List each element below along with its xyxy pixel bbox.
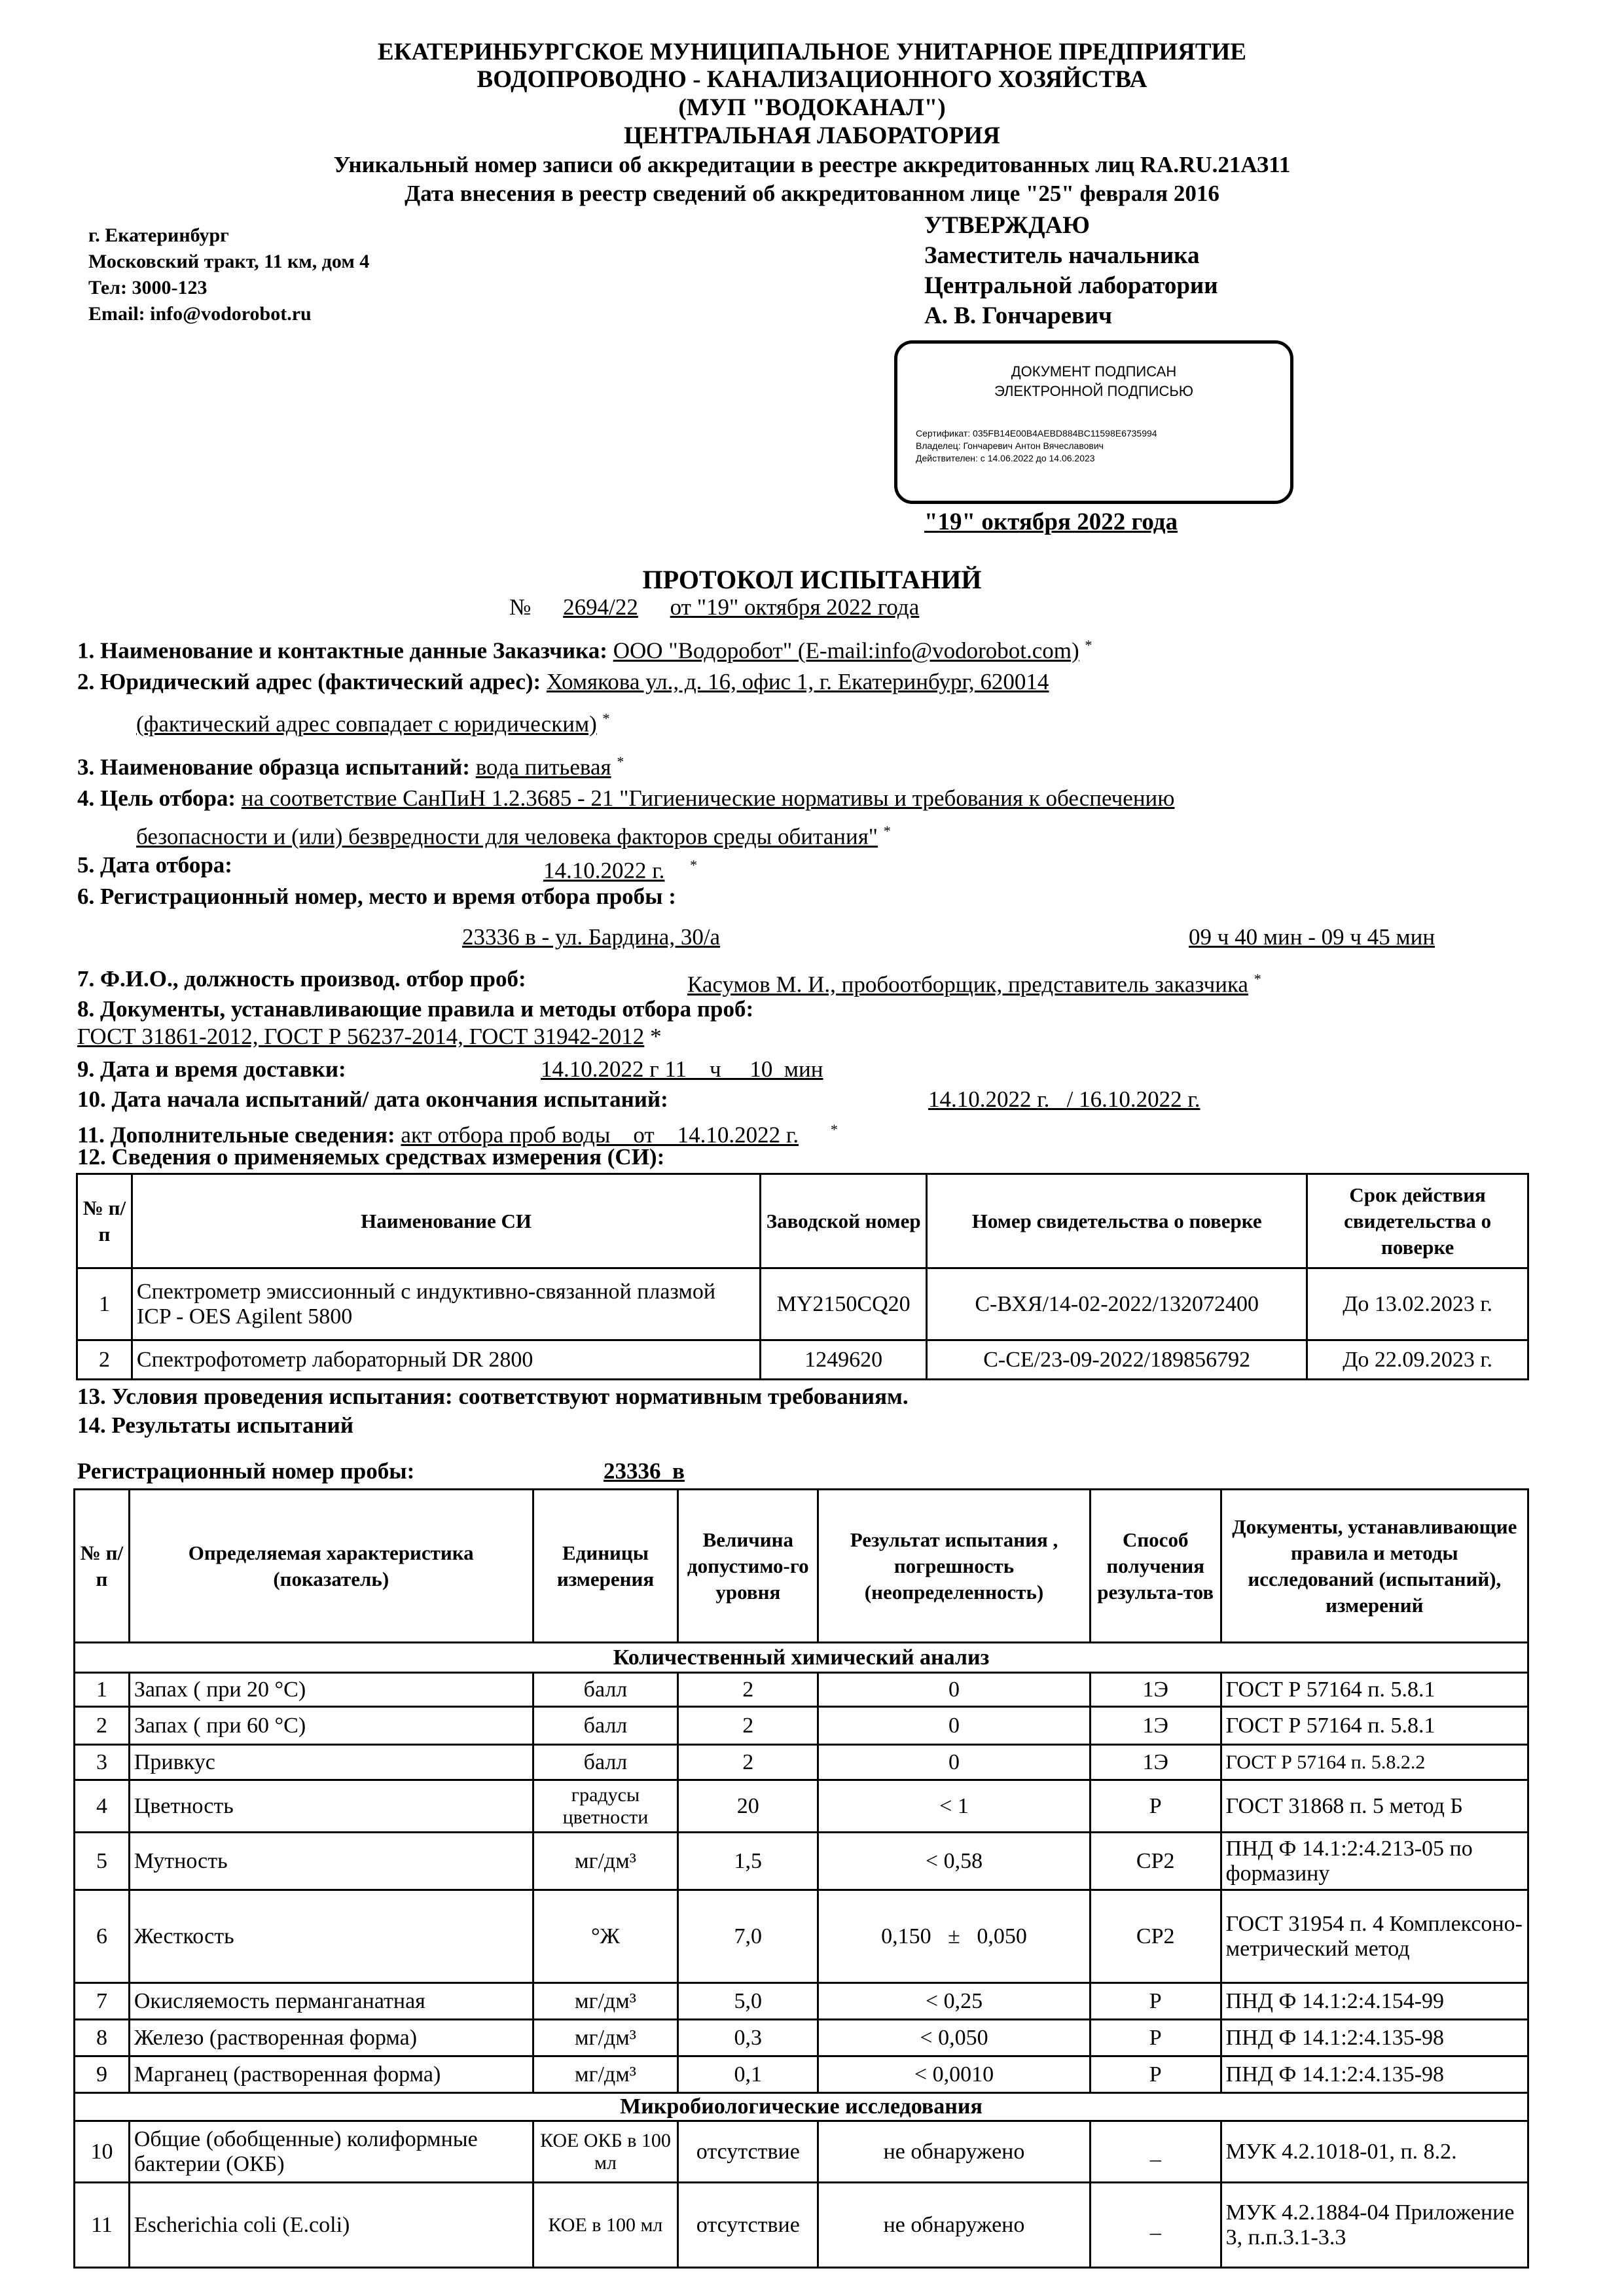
result-cell: Железо (растворенная форма): [129, 2020, 533, 2056]
org-name-line3: (МУП "ВОДОКАНАЛ"): [678, 94, 946, 121]
result-cell: Запах ( при 20 °С): [129, 1673, 533, 1707]
result-cell: мг/дм³: [533, 2056, 678, 2093]
result-cell: ПНД Ф 14.1:2:4.213-05 по формазину: [1221, 1833, 1528, 1890]
si-cell: 2: [77, 1340, 132, 1380]
si-header-cert: Номер свидетельства о поверке: [927, 1174, 1307, 1268]
si-header-num: № п/п: [77, 1174, 132, 1268]
item-10: [77, 1085, 668, 1114]
table-row: [75, 1673, 1528, 1707]
section-row: [75, 1643, 1528, 1673]
result-cell: 0,150 ± 0,050: [818, 1890, 1091, 1983]
registration-number-line: [77, 1457, 414, 1486]
approval-date: "19" октября 2022 года: [924, 509, 1178, 535]
item-4-value: на соответствие СанПиН 1.2.3685 - 21 "Гигиенические нормативы и требования к обеспечению: [241, 785, 1175, 811]
result-cell: < 1: [818, 1780, 1091, 1833]
result-cell: < 0,58: [818, 1833, 1091, 1890]
item-7-value: Касумов М. И., пробоотборщик, представитель заказчика: [687, 971, 1248, 997]
result-cell: 7: [75, 1983, 130, 2020]
approval-block: [924, 211, 1218, 331]
item-8: [77, 995, 753, 1024]
item-1-value: ООО "Водоробот" (E-mail:info@vodorobot.com): [613, 637, 1079, 664]
result-cell: Привкус: [129, 1745, 533, 1780]
table-row: [75, 2183, 1528, 2268]
result-cell: балл: [533, 1707, 678, 1745]
item-11-label: 11. Дополнительные сведения:: [77, 1122, 395, 1148]
result-cell: Жесткость: [129, 1890, 533, 1983]
item-2: [77, 668, 1049, 696]
result-cell: < 0,25: [818, 1983, 1091, 2020]
item-3: [77, 747, 624, 782]
approval-position-2: Центральной лаборатории: [924, 272, 1218, 299]
result-cell: отсутствие: [678, 2183, 818, 2268]
result-cell: Escherichia coli (E.coli): [129, 2183, 533, 2268]
footnote-star: *: [650, 1024, 662, 1049]
result-cell: 0: [818, 1673, 1091, 1707]
result-cell: СР2: [1090, 1833, 1221, 1890]
item-6-time-value: 09 ч 40 мин - 09 ч 45 мин: [1189, 924, 1435, 950]
result-cell: °Ж: [533, 1890, 678, 1983]
result-cell: 3: [75, 1745, 130, 1780]
results-header-limit: Величина допустимо-го уровня: [678, 1490, 818, 1643]
si-header-validity: Срок действия свидетельства о поверке: [1307, 1174, 1528, 1268]
item-1: [77, 631, 1092, 666]
table-row: [77, 1340, 1528, 1380]
result-cell: 10: [75, 2121, 130, 2183]
org-name-line1: ЕКАТЕРИНБУРГСКОЕ МУНИЦИПАЛЬНОЕ УНИТАРНОЕ ПРЕДПРИЯТИЕ: [378, 39, 1246, 65]
item-7-value-wrap: [687, 965, 1261, 999]
si-cell: Спектрометр эмиссионный с индуктивно-связанной плазмой ICP - OES Agilent 5800: [132, 1268, 760, 1340]
results-header-units: Единицы измерения: [533, 1490, 678, 1643]
footnote-star: *: [617, 753, 624, 770]
result-cell: Мутность: [129, 1833, 533, 1890]
item-7: [77, 965, 526, 994]
item-5-value-wrap: [543, 851, 697, 886]
protocol-title: ПРОТОКОЛ ИСПЫТАНИЙ: [642, 565, 982, 594]
result-cell: 7,0: [678, 1890, 818, 1983]
item-12-label: 12. Сведения о применяемых средствах измерения (СИ):: [77, 1144, 665, 1170]
result-cell: 2: [75, 1707, 130, 1745]
footnote-star: *: [830, 1121, 838, 1138]
registration-number-label: Регистрационный номер пробы:: [77, 1458, 415, 1484]
result-cell: ПНД Ф 14.1:2:4.135-98: [1221, 2020, 1528, 2056]
contact-address: Московский тракт, 11 км, дом 4: [88, 251, 370, 272]
result-cell: мг/дм³: [533, 1983, 678, 2020]
result-cell: ПНД Ф 14.1:2:4.154-99: [1221, 1983, 1528, 2020]
result-cell: 0: [818, 1707, 1091, 1745]
result-cell: 11: [75, 2183, 130, 2268]
result-cell: 1Э: [1090, 1707, 1221, 1745]
si-cell: 1: [77, 1268, 132, 1340]
contact-email: Email: info@vodorobot.ru: [88, 303, 312, 325]
si-header-name: Наименование СИ: [132, 1174, 760, 1268]
result-cell: КОЕ в 100 мл: [533, 2183, 678, 2268]
item-5-label: 5. Дата отбора:: [77, 852, 232, 878]
result-cell: не обнаружено: [818, 2121, 1091, 2183]
lab-name: ЦЕНТРАЛЬНАЯ ЛАБОРАТОРИЯ: [624, 122, 1000, 149]
result-cell: 2: [678, 1745, 818, 1780]
result-cell: мг/дм³: [533, 1833, 678, 1890]
si-cell: 1249620: [761, 1340, 927, 1380]
item-4-label: 4. Цель отбора:: [77, 785, 236, 811]
protocol-number-line: [509, 594, 919, 620]
result-cell: балл: [533, 1673, 678, 1707]
item-10-value: 14.10.2022 г. / 16.10.2022 г.: [928, 1086, 1200, 1112]
stamp-owner: Владелец: Гончаревич Антон Вячеславович: [916, 440, 1104, 451]
table-row: [75, 2121, 1528, 2183]
results-header-num: № п/п: [75, 1490, 130, 1643]
result-cell: 0,3: [678, 2020, 818, 2056]
approval-position-1: Заместитель начальника: [924, 242, 1200, 269]
item-8-label: 8. Документы, устанавливающие правила и методы отбора проб:: [77, 996, 754, 1022]
result-cell: МУК 4.2.1884-04 Приложение 3, п.п.3.1-3.3: [1221, 2183, 1528, 2268]
result-cell: Запах ( при 60 °С): [129, 1707, 533, 1745]
result-cell: Цветность: [129, 1780, 533, 1833]
result-cell: Р: [1090, 2020, 1221, 2056]
registration-number-value: 23336 в: [604, 1458, 685, 1484]
si-cell: До 13.02.2023 г.: [1307, 1268, 1528, 1340]
result-cell: отсутствие: [678, 2121, 818, 2183]
result-cell: Марганец (растворенная форма): [129, 2056, 533, 2093]
item-8-value-wrap: [77, 1022, 662, 1051]
result-cell: < 0,050: [818, 2020, 1091, 2056]
result-cell: _: [1090, 2183, 1221, 2268]
item-14: 14. Результаты испытаний: [77, 1412, 354, 1438]
stamp-line-1: ДОКУМЕНТ ПОДПИСАН: [1011, 363, 1177, 380]
result-cell: _: [1090, 2121, 1221, 2183]
contact-phone: Тел: 3000-123: [88, 277, 208, 298]
si-cell: До 22.09.2023 г.: [1307, 1340, 1528, 1380]
item-6-value: 23336 в - ул. Бардина, 30/а: [462, 924, 721, 950]
section-quantitative-analysis: Количественный химический анализ: [75, 1643, 1528, 1673]
item-6: [77, 882, 676, 911]
electronic-signature-stamp: [894, 340, 1293, 504]
table-row: [75, 1745, 1528, 1780]
table-row: [75, 2056, 1528, 2093]
result-cell: ГОСТ 31954 п. 4 Комплексоно-метрический метод: [1221, 1890, 1528, 1983]
item-2-value: Хомякова ул., д. 16, офис 1, г. Екатеринбург, 620014: [546, 669, 1049, 694]
table-row: [75, 2020, 1528, 2056]
protocol-number-label: №: [509, 594, 532, 620]
result-cell: Окисляемость перманганатная: [129, 1983, 533, 2020]
result-cell: 9: [75, 2056, 130, 2093]
contact-block: [88, 223, 369, 327]
stamp-line-2: ЭЛЕКТРОННОЙ ПОДПИСЬЮ: [994, 383, 1194, 399]
test-results-table: [73, 1488, 1529, 2269]
item-9-value: 14.10.2022 г 11 ч 10 мин: [541, 1056, 823, 1082]
result-cell: 0,1: [678, 2056, 818, 2093]
result-cell: < 0,0010: [818, 2056, 1091, 2093]
item-11-value: акт отбора проб воды от 14.10.2022 г.: [401, 1122, 799, 1148]
accreditation-number: Уникальный номер записи об аккредитации в реестре аккредитованных лиц RA.RU.21АЗ11: [333, 152, 1291, 177]
item-13: 13. Условия проведения испытания: соответствуют нормативным требованиям.: [77, 1384, 909, 1409]
result-cell: 2: [678, 1707, 818, 1745]
item-4: [77, 784, 1174, 813]
result-cell: 8: [75, 2020, 130, 2056]
measuring-instruments-table: [76, 1173, 1529, 1380]
result-cell: 1: [75, 1673, 130, 1707]
item-3-label: 3. Наименование образца испытаний:: [77, 754, 470, 780]
result-cell: 5: [75, 1833, 130, 1890]
stamp-certificate: Сертификат: 035FB14E00B4AEBD884BC11598E6735994: [916, 428, 1157, 439]
result-cell: градусы цветности: [533, 1780, 678, 1833]
result-cell: 2: [678, 1673, 818, 1707]
result-cell: ГОСТ Р 57164 п. 5.8.1: [1221, 1673, 1528, 1707]
results-header-method: Способ получения результа-тов: [1090, 1490, 1221, 1643]
item-6-place: [462, 923, 720, 952]
table-row: [75, 1983, 1528, 2020]
approval-signer: А. В. Гончаревич: [924, 302, 1113, 329]
result-cell: ПНД Ф 14.1:2:4.135-98: [1221, 2056, 1528, 2093]
org-name-line2: ВОДОПРОВОДНО - КАНАЛИЗАЦИОННОГО ХОЗЯЙСТВА: [477, 66, 1147, 93]
result-cell: 1Э: [1090, 1673, 1221, 1707]
result-cell: мг/дм³: [533, 2020, 678, 2056]
table-row: [75, 1833, 1528, 1890]
si-header-serial: Заводской номер: [761, 1174, 927, 1268]
stamp-validity: Действителен: с 14.06.2022 до 14.06.2023: [916, 453, 1095, 463]
result-cell: Р: [1090, 2056, 1221, 2093]
item-4-cont: [136, 817, 891, 852]
si-table-header: [77, 1174, 1528, 1268]
results-header-documents: Документы, устанавливающие правила и методы исследований (испытаний), измерений: [1221, 1490, 1528, 1643]
result-cell: 0: [818, 1745, 1091, 1780]
item-10-value-wrap: [928, 1085, 1200, 1114]
item-8-value: ГОСТ 31861-2012, ГОСТ Р 56237-2014, ГОСТ 31942-2012: [77, 1024, 645, 1049]
item-7-label: 7. Ф.И.О., должность производ. отбор проб:: [77, 966, 526, 992]
result-cell: ГОСТ Р 57164 п. 5.8.2.2: [1221, 1745, 1528, 1780]
result-cell: Общие (обобщенные) колиформные бактерии (ОКБ): [129, 2121, 533, 2183]
section-microbiology: Микробиологические исследования: [75, 2093, 1528, 2121]
results-header-parameter: Определяемая характеристика (показатель): [129, 1490, 533, 1643]
item-5-value: 14.10.2022 г.: [543, 857, 665, 884]
si-cell: С-СЕ/23-09-2022/189856792: [927, 1340, 1307, 1380]
item-12: [77, 1143, 664, 1172]
si-cell: С-ВХЯ/14-02-2022/132072400: [927, 1268, 1307, 1340]
protocol-number: 2694/22: [563, 594, 638, 620]
approval-title: УТВЕРЖДАЮ: [924, 212, 1090, 239]
table-row: [77, 1268, 1528, 1340]
si-cell: MY2150CQ20: [761, 1268, 927, 1340]
item-9: [77, 1055, 346, 1084]
result-cell: Р: [1090, 1983, 1221, 2020]
result-cell: ГОСТ Р 57164 п. 5.8.1: [1221, 1707, 1528, 1745]
item-6-label: 6. Регистрационный номер, место и время отбора пробы :: [77, 884, 676, 909]
result-cell: СР2: [1090, 1890, 1221, 1983]
item-2-note: [136, 704, 610, 739]
item-2-note-text: (фактический адрес совпадает с юридическим): [136, 711, 597, 737]
item-9-label: 9. Дата и время доставки:: [77, 1056, 346, 1082]
footnote-star: *: [602, 710, 610, 726]
table-row: [75, 1780, 1528, 1833]
result-cell: 1,5: [678, 1833, 818, 1890]
item-3-value: вода питьевая: [475, 754, 611, 780]
footnote-star: *: [690, 857, 698, 873]
table-row: [75, 1890, 1528, 1983]
result-cell: 5,0: [678, 1983, 818, 2020]
item-6-time: [1189, 923, 1435, 952]
item-1-label: 1. Наименование и контактные данные Заказчика:: [77, 637, 607, 664]
footnote-star: *: [1254, 971, 1261, 987]
section-row: [75, 2093, 1528, 2121]
registration-number-wrap: [604, 1457, 685, 1486]
item-4-value-2: безопасности и (или) безвредности для человека факторов среды обитания": [136, 823, 878, 850]
result-cell: 4: [75, 1780, 130, 1833]
item-10-label: 10. Дата начала испытаний/ дата окончания испытаний:: [77, 1086, 668, 1112]
result-cell: КОЕ ОКБ в 100 мл: [533, 2121, 678, 2183]
accreditation-date: Дата внесения в реестр сведений об аккредитованном лице "25" февраля 2016: [405, 181, 1219, 206]
result-cell: Р: [1090, 1780, 1221, 1833]
result-cell: балл: [533, 1745, 678, 1780]
footnote-star: *: [1085, 637, 1092, 653]
result-cell: 1Э: [1090, 1745, 1221, 1780]
result-cell: МУК 4.2.1018-01, п. 8.2.: [1221, 2121, 1528, 2183]
footnote-star: *: [883, 823, 891, 839]
result-cell: не обнаружено: [818, 2183, 1091, 2268]
item-2-label: 2. Юридический адрес (фактический адрес):: [77, 669, 541, 694]
table-row: [75, 1707, 1528, 1745]
protocol-date: от "19" октября 2022 года: [670, 594, 920, 620]
si-cell: Спектрофотометр лабораторный DR 2800: [132, 1340, 760, 1380]
results-table-header: [75, 1490, 1528, 1643]
result-cell: ГОСТ 31868 п. 5 метод Б: [1221, 1780, 1528, 1833]
item-5: [77, 851, 232, 880]
result-cell: 6: [75, 1890, 130, 1983]
item-9-value-wrap: [541, 1055, 823, 1084]
result-cell: 20: [678, 1780, 818, 1833]
contact-city: г. Екатеринбург: [88, 224, 229, 246]
results-header-result: Результат испытания , погрешность (неопределенность): [818, 1490, 1091, 1643]
